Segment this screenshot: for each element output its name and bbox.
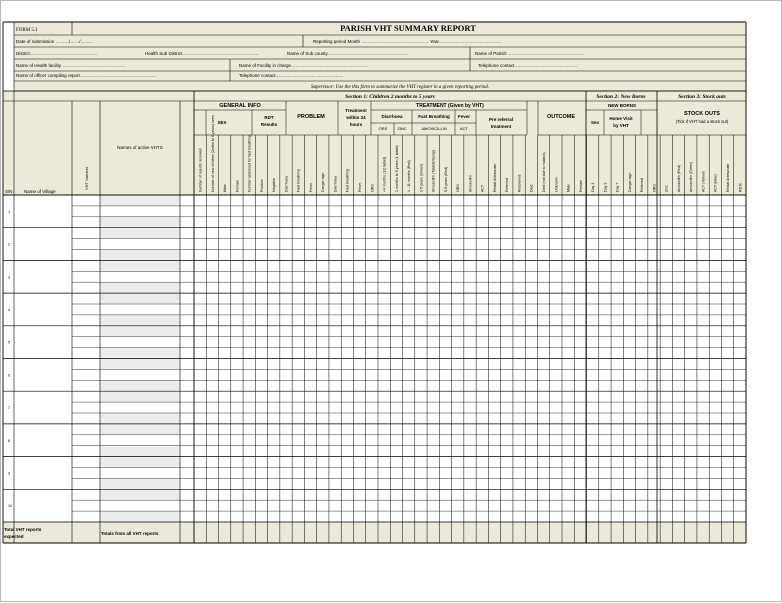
reporting-period: Reporting period Month ……………………………………… Year…………………………………… <box>313 39 503 44</box>
column-header-label: ORS <box>652 184 657 192</box>
column-header-label: Zinc <box>664 185 669 192</box>
column-header-label: 5-5 years (Red) <box>443 167 448 192</box>
vht-name-cell-shade <box>100 424 180 434</box>
column-header-label: Unknown <box>554 177 559 192</box>
fever-header: Fever <box>457 114 471 119</box>
problem-header: PROBLEM <box>297 114 325 120</box>
column-header-label: Day 1 <box>591 182 596 192</box>
outcome-header: OUTCOME <box>546 114 576 120</box>
home-visit-header-2: by VHT <box>613 123 629 128</box>
column-header-label: Number assessed for fast breathing <box>247 135 252 192</box>
column-header-label: Amoxicillin (Tablets/Syrup) <box>431 149 436 192</box>
column-header-label: Male <box>223 184 228 192</box>
facility-in-charge-field: Name of Facility in charge…………………………………………… <box>239 63 368 68</box>
row-number: 10 <box>8 504 13 509</box>
column-header-label: RDTs <box>738 183 743 192</box>
column-header-label: Day 7 <box>615 182 620 192</box>
total-expected-line-1: Total VHT reports <box>4 527 42 532</box>
column-header-label: Amoxicillin (Green) <box>689 161 694 192</box>
village-header: Name of Village <box>24 189 56 194</box>
vht-name-cell-shade <box>100 228 180 238</box>
column-header-label: ACT (Blue) <box>713 174 718 192</box>
row-number: 9 <box>8 471 11 476</box>
treatment-24h-header-1: Treatment <box>345 108 367 113</box>
new-borns-header: NEW BORNS <box>608 103 636 108</box>
column-header-label: Negative <box>272 177 277 192</box>
officer-telephone-field: Telephone contact……………………………………… <box>239 73 344 78</box>
column-header-label: Danger sign <box>627 172 632 192</box>
vht-name-cell-shade <box>100 490 180 500</box>
column-header-label: ORS <box>456 184 461 192</box>
sn-header: S/N <box>5 189 13 194</box>
section-1-title: Section 1: Children 2 months to 5 years <box>345 94 435 100</box>
vht-name-cell-shade <box>100 512 180 522</box>
column-header-label: Number of new children (2mths to 5 years) seen <box>210 115 215 192</box>
column-header-label: Female <box>578 180 583 192</box>
column-header-label: Day 3 <box>603 182 608 192</box>
stock-outs-note: (Tick if VHT had a stock out) <box>675 119 729 124</box>
health-sub-district-field: Health Sub District…………………………………………… <box>145 51 259 56</box>
column-header-label: Died (not due to malaria) <box>542 152 546 192</box>
row-number: 7 <box>8 406 11 411</box>
ors-subheader: ORS <box>378 126 388 131</box>
vht-name-cell-shade <box>100 294 180 304</box>
vht-name-cell-shade <box>100 250 180 260</box>
column-header-label: Positive <box>259 179 264 192</box>
fast-breathing-header: Fast Breathing <box>418 114 450 119</box>
column-header-label: Amoxicillin <box>468 175 473 192</box>
column-header-label: Rectal Artesunate <box>726 163 730 192</box>
vht-name-cell-shade <box>100 446 180 456</box>
row-number: 4 <box>8 307 11 312</box>
parish-field: Name of Parish:…………………………………………… <box>475 51 584 56</box>
rdt-header-2: Results <box>260 122 278 127</box>
vht-name-cell-shade <box>100 326 180 336</box>
column-header-label: Referred <box>640 178 645 192</box>
officer-field: Name of officer compiling report…………………………………………… <box>16 73 157 78</box>
vht-name-cell-shade <box>100 348 180 358</box>
vht-name-cell-shade <box>100 457 180 467</box>
row-number: 2 <box>8 242 11 247</box>
vht-name-cell-shade <box>100 359 180 369</box>
act-subheader: ACT <box>460 126 468 131</box>
amoxicillin-subheader: AMOXICILLIN <box>421 126 447 131</box>
column-header-label: Rectal Artesunate <box>492 163 497 192</box>
vht-name-cell-shade <box>100 381 180 391</box>
general-info-header: GENERAL INFO <box>219 103 261 109</box>
column-header-label: Recovered <box>517 174 522 192</box>
column-header-label: Fever <box>358 182 362 192</box>
column-header-label: Diarrhoea <box>284 176 289 192</box>
total-expected-line-2: expected <box>4 534 24 539</box>
column-header-label: Danger sign <box>321 172 326 192</box>
column-header-label: 2-5 years (Green) <box>419 163 424 192</box>
sex-header: SEX <box>217 120 227 125</box>
form-number: FORM 5.1 <box>16 28 38 33</box>
column-header-label: Fast breathing <box>345 169 350 192</box>
column-header-label: ACT <box>480 184 485 192</box>
row-number: 6 <box>8 373 11 378</box>
stock-outs-header: STOCK OUTS <box>684 111 720 117</box>
pre-referral-header-2: treatment <box>490 124 512 129</box>
section-3-title: Section 3: Stock outs <box>678 94 726 100</box>
row-number: 5 <box>8 340 11 345</box>
column-header-label: Died <box>529 184 534 192</box>
sub-county-field: Name of Sub county……………………………………………… <box>287 51 409 56</box>
active-vhts-header: Names of active VHTS <box>117 145 163 150</box>
vht-name-cell-shade <box>100 479 180 489</box>
column-header-label: Referred <box>505 178 510 192</box>
vht-name-cell-shade <box>100 261 180 271</box>
vht-name-cell-shade <box>100 196 180 206</box>
newborn-sex-header: Sex <box>590 120 600 125</box>
home-visit-header-1: Home Visit <box>609 116 633 121</box>
column-header-label: Female <box>235 180 240 192</box>
vht-name-cell-shade <box>100 217 180 227</box>
vht-name-cell-shade <box>100 315 180 325</box>
column-header-label: Diarrhoea <box>333 176 338 192</box>
column-header-label: Amoxicillin (Red) <box>676 165 681 192</box>
zinc-subheader: ZINC <box>397 126 407 131</box>
pre-referral-header-1: Pre referral <box>488 117 514 122</box>
health-facility-field: Name of Health facility …………………………………… <box>16 63 126 68</box>
diarrhoea-header: Diarrhoea <box>381 114 403 119</box>
row-number: 1 <box>8 209 11 214</box>
facility-telephone-field: Telephone contact…………………………………… <box>478 63 578 68</box>
report-title: PARISH VHT SUMMARY REPORT <box>340 23 476 33</box>
rdt-header-1: RDT <box>264 115 274 120</box>
row-number: 8 <box>8 438 11 443</box>
treatment-24h-header-2: within 24 <box>346 115 366 120</box>
vht-name-cell-shade <box>100 414 180 424</box>
column-header-label: Male <box>566 184 571 192</box>
treatment-24h-header-3: hours <box>349 122 363 127</box>
column-header-label: 1 months to 5 years (1 tablet) <box>394 145 399 192</box>
treatment-header: TREATMENT (Given by VHT) <box>416 103 484 109</box>
column-header-label: Number of reports received <box>198 148 203 192</box>
column-header-label: Fast breathing <box>296 169 301 192</box>
row-number: 3 <box>8 275 11 280</box>
district-field: District……………………………………… <box>16 51 98 56</box>
date-of-submission: Date of submission ………/……/…….. <box>16 39 93 44</box>
vht-number-header: VHT Number <box>84 166 89 190</box>
column-header-label: <4 months (1/2 tablet) <box>382 156 387 192</box>
column-header-label: ORS <box>370 184 375 192</box>
section-2-title: Section 2: New Borns <box>596 94 646 100</box>
totals-from-reports: Totals from all VHT reports <box>101 531 159 536</box>
vht-name-cell-shade <box>100 283 180 293</box>
vht-name-cell-shade <box>100 392 180 402</box>
column-header-label: Fever <box>308 182 313 192</box>
column-header-label: ACT (Yellow) <box>701 171 706 192</box>
supervisor-instructions: Supervisor: Use the this form to summarize the VHT register in a given reporting period. <box>311 85 489 90</box>
column-header-label: 4 - 11 months (Red) <box>407 160 412 192</box>
